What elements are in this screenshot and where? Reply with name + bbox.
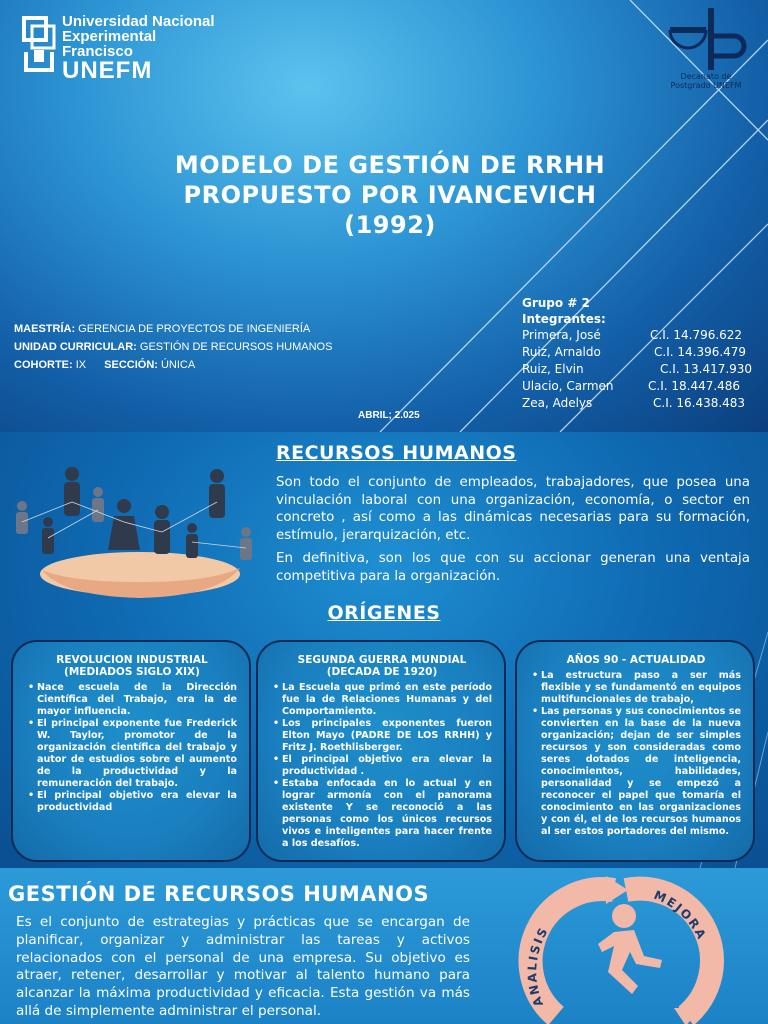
postgrado-caption-1: Decanato de — [680, 72, 732, 81]
logo-line-2: Experimental — [62, 28, 157, 45]
cohorte-value: IX — [75, 359, 87, 371]
member-name: Ulacio, Carmen — [522, 379, 614, 393]
list-item: • La Escuela que primó en este período fue la de Relaciones Humanas y del Comportamiento. — [282, 682, 492, 718]
cover-slide — [0, 0, 768, 432]
list-item: • El principal exponente fue Frederick W. Taylor, promotor de la organización científica del trabajo y autor de estudios sobre el aumento de la productividad y la remuneración del trabajo. — [37, 718, 237, 790]
member-row — [522, 361, 762, 378]
logo-line-3: Francisco — [62, 43, 133, 60]
logo-line-1: Universidad Nacional — [62, 13, 215, 30]
cover-title-line-3: (1992) — [344, 211, 436, 239]
box-bullet-list — [531, 670, 741, 838]
unefm-logo — [22, 13, 232, 84]
list-item: • Las personas y sus conocimientos se convierten en la base de la nueva organización; dejan de ser simples recursos y son consideradas como seres dotados de inteligencia, conocimientos, habilidades, personalidad y se empezó a reconocer el papel que tomaría el conocimiento en las organizaciones y con él, el de los recursos humanos al ser estos portadores del mismo. — [541, 706, 741, 838]
maestria-label: MAESTRÍA: — [14, 323, 76, 335]
gestion-heading: GESTIÓN DE RECURSOS HUMANOS — [8, 882, 430, 906]
box-title-line-1: SEGUNDA GUERRA MUNDIAL — [297, 654, 467, 666]
cover-title-line-2: PROPUESTO POR IVANCEVICH — [183, 181, 597, 209]
origenes-heading: ORÍGENES — [327, 602, 441, 624]
box-bullet-list — [27, 682, 237, 814]
maestria-value: GERENCIA DE PROYECTOS DE INGENIERÍA — [78, 323, 311, 335]
rrhh-paragraph-2: En definitiva, son los que con su accionar generan una ventaja competitiva para la organización. — [276, 551, 750, 584]
member-ci: C.I. 18.447.486 — [648, 379, 741, 393]
postgrado-emblem-icon — [660, 6, 752, 72]
list-item: • La estructura paso a ser más flexible y se fundamentó en equipos multifuncionales de trabajo, — [541, 670, 741, 706]
member-row — [522, 344, 762, 361]
member-ci: C.I. 14.396.479 — [654, 345, 747, 359]
list-item: • El principal objetivo era elevar la productividad — [37, 790, 237, 814]
seccion-value: ÚNICA — [160, 359, 196, 371]
member-name: Zea, Adelys — [522, 396, 593, 410]
group-title: Grupo # 2 — [522, 296, 590, 310]
member-row — [522, 395, 762, 412]
cover-title-line-1: MODELO DE GESTIÓN DE RRHH — [174, 151, 606, 179]
cohorte-label: COHORTE: — [14, 359, 73, 371]
list-item: • Nace escuela de la Dirección Científica del Trabajo, era la de mayor influencia. — [37, 682, 237, 718]
box-bullet-list — [272, 682, 492, 850]
cycle-label-left: ANALISIS — [525, 924, 552, 1009]
member-row — [522, 378, 762, 395]
course-info — [14, 320, 332, 374]
seccion-label: SECCIÓN: — [104, 359, 158, 371]
postgrado-logo — [660, 6, 752, 92]
origin-box-second-world-war — [256, 640, 506, 862]
group-members — [522, 295, 762, 412]
rrhh-description — [276, 474, 750, 591]
list-item: • El principal objetivo era elevar la productividad . — [282, 754, 492, 778]
member-name: Ruiz, Elvin — [522, 362, 584, 376]
rrhh-heading: RECURSOS HUMANOS — [276, 442, 517, 464]
gestion-description: Es el conjunto de estrategias y prácticas que se encargan de planificar, organizar y administrar las tareas y activos relacionados con el personal de una empresa. Su objetivo es atraer, retener, desarrollar y motivar al talento humano para alcanzar la máxima productividad y eficacia. Esta gestión va más allá de simplemente administrar el personal. — [16, 914, 470, 1019]
postgrado-caption-2: Postgrado UNEFM — [670, 81, 742, 90]
list-item: • Los principales exponentes fueron Elton Mayo (PADRE DE LOS RRHH) y Fritz J. Roethlisberger. — [282, 718, 492, 754]
rrhh-paragraph-1: Son todo el conjunto de empleados, trabajadores, que posea una vinculación laboral con una organización, economía, o sector en concreto , así como a las dinámicas necesarias para su formación, estímulo, jerarquización, etc. — [276, 475, 750, 543]
member-ci: C.I. 16.438.483 — [653, 396, 746, 410]
box-title-line-1: REVOLUCION INDUSTRIAL — [56, 654, 208, 666]
gestion-slide — [0, 868, 768, 1024]
unidad-value: GESTIÓN DE RECURSOS HUMANOS — [139, 341, 333, 353]
member-row — [522, 327, 762, 344]
people-in-hands-illustration — [12, 462, 268, 604]
box-title-line-2: (MEDIADOS SIGLO XIX) — [64, 666, 200, 678]
member-name: Ruiz, Arnaldo — [522, 345, 601, 359]
member-ci: C.I. 13.417.930 — [660, 362, 753, 376]
unefm-emblem-icon — [22, 16, 56, 78]
rrhh-slide — [0, 432, 768, 868]
origin-box-nineties-present — [515, 640, 755, 862]
integrantes-label: Integrantes: — [522, 312, 606, 326]
improvement-cycle-illustration — [510, 876, 730, 1024]
box-title-line-1: AÑOS 90 - ACTUALIDAD — [566, 654, 706, 666]
unidad-label: UNIDAD CURRICULAR: — [14, 341, 137, 353]
presentation-date: ABRIL; 2.025 — [358, 410, 420, 421]
cycle-label-right: MEJORA — [651, 887, 710, 943]
running-figure-icon — [598, 904, 662, 994]
member-ci: C.I. 14.796.622 — [650, 328, 743, 342]
box-title-line-2: (DECADA DE 1920) — [326, 666, 438, 678]
member-name: Primera, José — [522, 328, 601, 342]
list-item: • Estaba enfocada en lo actual y en lograr armonía con el panorama existente Y se reconoció a las personas como los únicos recursos vivos e inteligentes para hacer frente a los desafíos. — [282, 778, 492, 850]
origin-box-industrial-revolution — [11, 640, 251, 862]
cover-title — [100, 150, 680, 240]
logo-brand: UNEFM — [62, 57, 153, 84]
